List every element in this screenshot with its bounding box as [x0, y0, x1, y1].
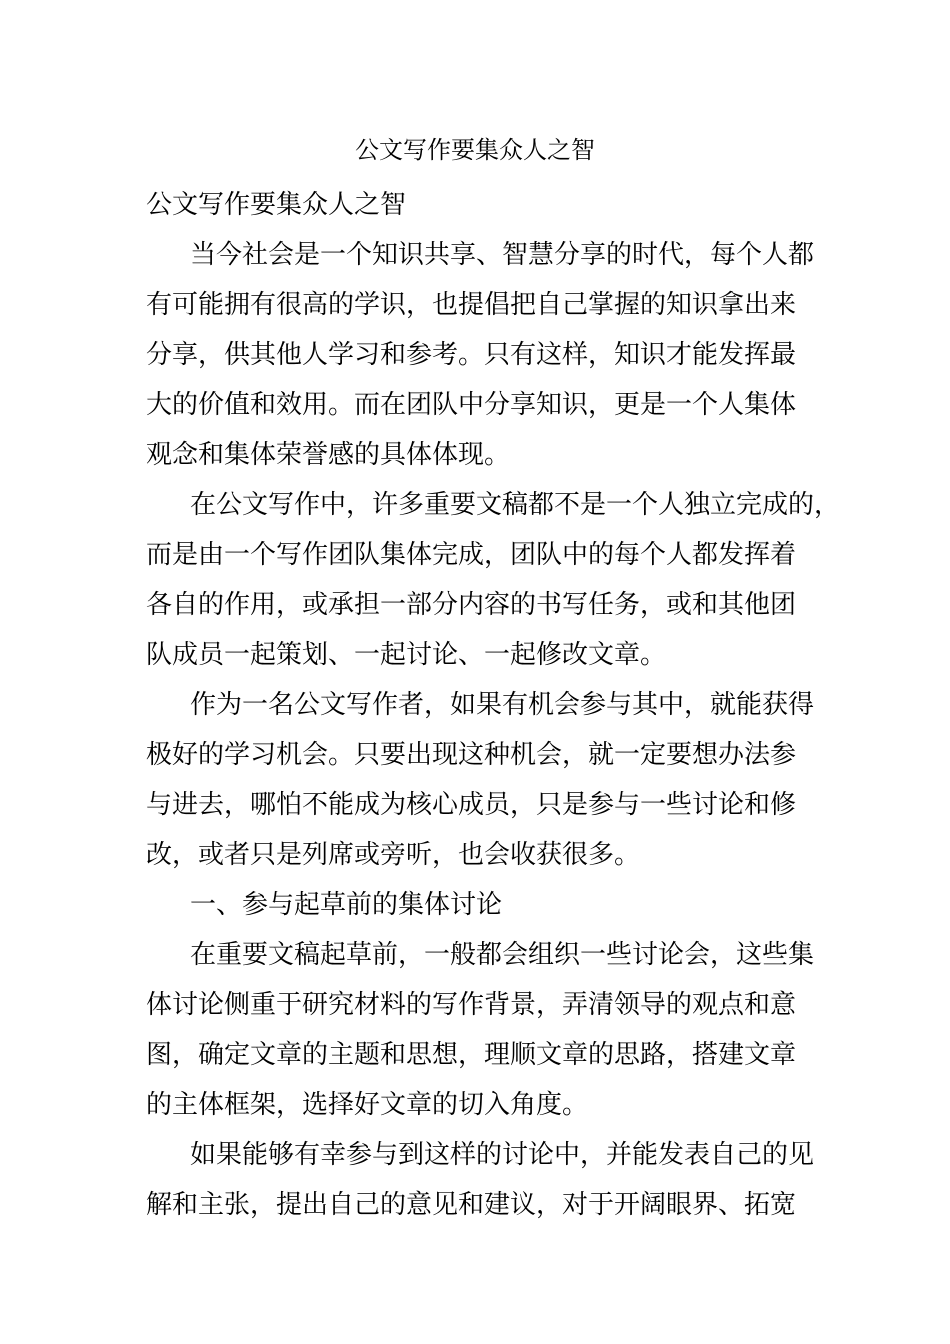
paragraph-line: 极好的学习机会。只要出现这种机会，就一定要想办法参 — [146, 740, 797, 770]
paragraph-line: 有可能拥有很高的学识，也提倡把自己掌握的知识拿出来 — [146, 290, 797, 320]
paragraph-line: 队成员一起策划、一起讨论、一起修改文章。 — [146, 640, 667, 670]
paragraph-line: 作为一名公文写作者，如果有机会参与其中，就能获得 — [190, 690, 815, 720]
paragraph-line: 改，或者只是列席或旁听，也会收获很多。 — [146, 840, 641, 870]
subtitle-line: 公文写作要集众人之智 — [146, 190, 407, 220]
document-title: 公文写作要集众人之智 — [355, 136, 595, 164]
paragraph-line: 大的价值和效用。而在团队中分享知识，更是一个人集体 — [146, 390, 797, 420]
paragraph-line: 而是由一个写作团队集体完成，团队中的每个人都发挥着 — [146, 540, 797, 570]
paragraph-line: 在公文写作中，许多重要文稿都不是一个人独立完成的， — [190, 490, 841, 520]
paragraph-line: 图，确定文章的主题和思想，理顺文章的思路，搭建文章 — [146, 1040, 797, 1070]
paragraph-line: 与进去，哪怕不能成为核心成员，只是参与一些讨论和修 — [146, 790, 797, 820]
section-heading: 一、参与起草前的集体讨论 — [190, 890, 503, 920]
paragraph-line: 解和主张，提出自己的意见和建议，对于开阔眼界、拓宽 — [146, 1190, 797, 1220]
paragraph-line: 在重要文稿起草前，一般都会组织一些讨论会，这些集 — [190, 940, 815, 970]
paragraph-line: 体讨论侧重于研究材料的写作背景，弄清领导的观点和意 — [146, 990, 797, 1020]
paragraph-line: 的主体框架，选择好文章的切入角度。 — [146, 1090, 589, 1120]
paragraph-line: 当今社会是一个知识共享、智慧分享的时代，每个人都 — [190, 240, 815, 270]
paragraph-line: 观念和集体荣誉感的具体体现。 — [146, 440, 511, 470]
document-body — [146, 180, 841, 1230]
paragraph-line: 分享，供其他人学习和参考。只有这样，知识才能发挥最 — [146, 340, 797, 370]
paragraph-line: 如果能够有幸参与到这样的讨论中，并能发表自己的见 — [190, 1140, 815, 1170]
paragraph-line: 各自的作用，或承担一部分内容的书写任务，或和其他团 — [146, 590, 797, 620]
